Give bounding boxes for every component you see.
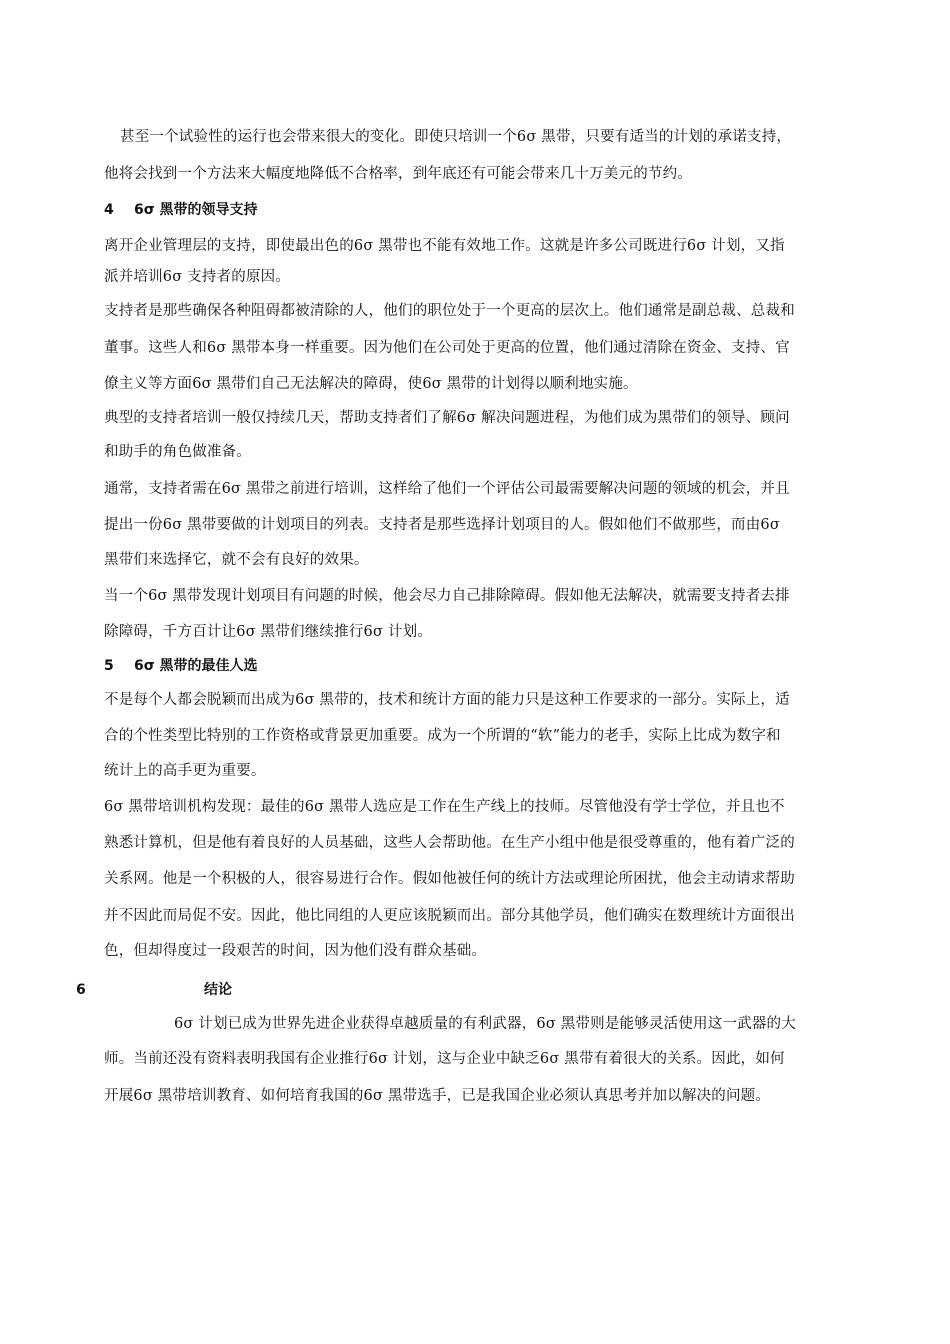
intro-line-2: 他将会找到一个方法来大幅度地降低不合格率，到年底还有可能会带来几十万美元的节约。 [104, 166, 692, 182]
section-6-heading [76, 980, 376, 1000]
s4-p3-line-1: 典型的支持者培训一般仅持续几天，帮助支持者们了解6σ 解决问题进程，为他们成为黑带们的领导、顾问 [104, 410, 790, 426]
s5-p2-line-3: 关系网。他是一个积极的人，很容易进行合作。假如他被任何的统计方法或理论所困扰，他会主动请求帮助 [104, 871, 795, 887]
s5-p1-line-3: 统计上的高手更为重要。 [104, 763, 266, 779]
s6-p1-line-1: 6σ 计划已成为世界先进企业获得卓越质量的有利武器，6σ 黑带则是能够灵活使用这一武器的大 [174, 1016, 796, 1032]
s5-p2-line-5: 色，但却得度过一段艰苦的时间，因为他们没有群众基础。 [104, 943, 487, 959]
s4-p2-line-1: 支持者是那些确保各种阻碍都被清除的人，他们的职位处于一个更高的层次上。他们通常是副总裁、总裁和 [104, 303, 795, 319]
s5-p1-line-2: 合的个性类型比特别的工作资格或背景更加重要。成为一个所谓的“软”能力的老手，实际上比成为数字和 [104, 728, 781, 744]
section-5-heading [104, 656, 404, 676]
s6-p1-line-2: 师。当前还没有资料表明我国有企业推行6σ 计划，这与企业中缺乏6σ 黑带有着很大的关系。因此，如何 [104, 1051, 785, 1067]
s5-p1-line-1: 不是每个人都会脱颖而出成为6σ 黑带的，技术和统计方面的能力只是这种工作要求的一部分。实际上，适 [104, 692, 790, 708]
s4-p2-line-2: 董事。这些人和6σ 黑带本身一样重要。因为他们在公司处于更高的位置，他们通过清除在资金、支持、官 [104, 340, 790, 356]
s5-p2-line-1: 6σ 黑带培训机构发现：最佳的6σ 黑带人选应是工作在生产线上的技师。尽管他没有学士学位，并且也不 [104, 799, 785, 815]
section-6-title: 结论 [204, 982, 232, 998]
s4-p4-line-1: 通常，支持者需在6σ 黑带之前进行培训，这样给了他们一个评估公司最需要解决问题的领域的机会，并且 [104, 481, 790, 497]
section-5-title: 6σ 黑带的最佳人选 [134, 658, 258, 674]
s4-p5-line-2: 除障碍，千方百计让6σ 黑带们继续推行6σ 计划。 [104, 624, 432, 640]
section-6-number: 6 [76, 982, 86, 998]
s6-p1-line-3: 开展6σ 黑带培训教育、如何培育我国的6σ 黑带选手，已是我国企业必须认真思考并加以解决的问题。 [104, 1088, 771, 1104]
s4-p3-line-2: 和助手的角色做准备。 [104, 444, 251, 460]
section-4-heading [104, 200, 404, 220]
section-5-number: 5 [104, 658, 114, 674]
section-4-number: 4 [104, 202, 114, 218]
s4-p1-line-2: 派并培训6σ 支持者的原因。 [104, 269, 291, 285]
s5-p2-line-2: 熟悉计算机，但是他有着良好的人员基础，这些人会帮助他。在生产小组中他是很受尊重的，他有着广泛的 [104, 835, 795, 851]
s5-p2-line-4: 并不因此而局促不安。因此，他比同组的人更应该脱颖而出。部分其他学员，他们确实在数理统计方面很出 [104, 908, 795, 924]
s4-p1-line-1: 离开企业管理层的支持，即使最出色的6σ 黑带也不能有效地工作。这就是许多公司既进行6σ 计划，又指 [104, 238, 785, 254]
section-4-title: 6σ 黑带的领导支持 [134, 202, 258, 218]
s4-p2-line-3: 僚主义等方面6σ 黑带们自己无法解决的障碍，使6σ 黑带的计划得以顺利地实施。 [104, 376, 638, 392]
s4-p5-line-1: 当一个6σ 黑带发现计划项目有问题的时候，他会尽力自己排除障碍。假如他无法解决，就需要支持者去排 [104, 588, 790, 604]
s4-p4-line-2: 提出一份6σ 黑带要做的计划项目的列表。支持者是那些选择计划项目的人。假如他们不做那些，而由6σ [104, 517, 780, 533]
s4-p4-line-3: 黑带们来选择它，就不会有良好的效果。 [104, 552, 369, 568]
intro-line-1: 甚至一个试验性的运行也会带来很大的变化。即使只培训一个6σ 黑带，只要有适当的计划的承诺支持， [120, 129, 792, 145]
